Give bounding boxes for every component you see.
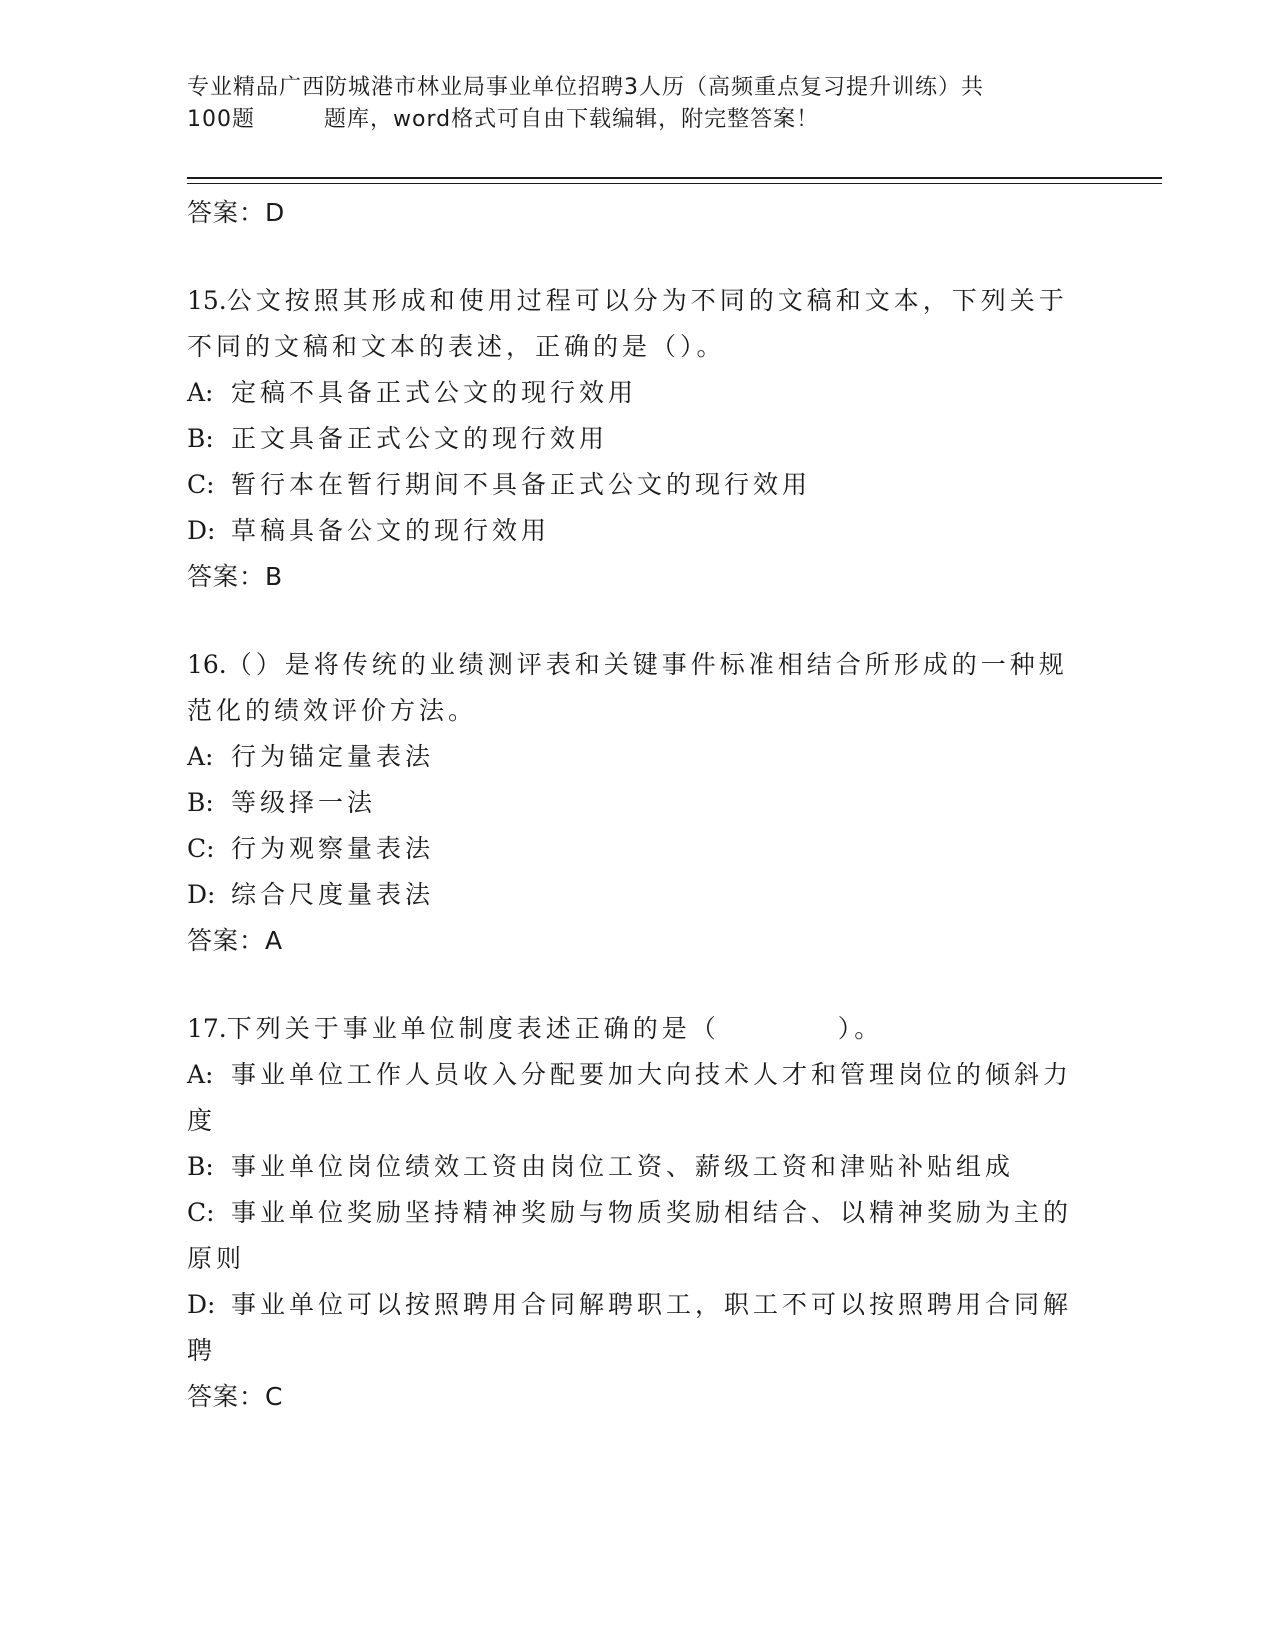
header-divider-thick (187, 177, 1162, 179)
option-a (187, 734, 1087, 780)
option-label: B: (187, 788, 214, 817)
option-text: 行为观察量表法 (231, 834, 435, 863)
answer: 答案：A (187, 926, 284, 955)
question-number: 16. (187, 650, 227, 679)
option-label: B: (187, 1152, 214, 1181)
option-text: 行为锚定量表法 (231, 742, 435, 771)
question-number: 15. (187, 286, 227, 315)
option-label: C: (187, 470, 215, 499)
option-text: 事业单位岗位绩效工资由岗位工资、薪级工资和津贴补贴组成 (231, 1152, 1015, 1181)
option-a (187, 1052, 1087, 1144)
option-b (187, 780, 1087, 826)
question-number: 17. (187, 1014, 227, 1043)
question-stem-end: ）。 (837, 1014, 884, 1043)
option-label: D: (187, 516, 216, 545)
option-text: 综合尺度量表法 (231, 880, 435, 909)
header-question-count: 100题 (187, 107, 255, 132)
option-label: D: (187, 880, 216, 909)
option-label: A: (187, 1060, 214, 1089)
question-stem: 公文按照其形成和使用过程可以分为不同的文稿和文本，下列关于不同的文稿和文本的表述，正确的是（）。 (187, 286, 1068, 361)
option-c (187, 826, 1087, 872)
option-b (187, 416, 1087, 462)
option-text: 暂行本在暂行期间不具备正式公文的现行效用 (231, 470, 812, 499)
option-text: 事业单位工作人员收入分配要加大向技术人才和管理岗位的倾斜力度 (187, 1060, 1073, 1135)
answer: 答案：C (187, 1382, 284, 1411)
question-16 (187, 642, 1087, 964)
question-text (187, 642, 1087, 734)
answer: 答案：B (187, 562, 284, 591)
page-header (187, 72, 1087, 136)
option-text: 等级择一法 (231, 788, 377, 817)
question-text (187, 278, 1087, 370)
option-a (187, 370, 1087, 416)
question-15 (187, 278, 1087, 600)
option-b (187, 1144, 1087, 1190)
header-title-line1: 专业精品广西防城港市林业局事业单位招聘3人历（高频重点复习提升训练）共 (187, 75, 984, 100)
option-text: 事业单位奖励坚持精神奖励与物质奖励相结合、以精神奖励为主的原则 (187, 1198, 1073, 1273)
header-subtitle: 题库，word格式可自由下载编辑，附完整答案！ (324, 107, 820, 132)
question-stem: 下列关于事业单位制度表述正确的是（ (226, 1014, 720, 1043)
document-body (187, 190, 1087, 1420)
option-text: 正文具备正式公文的现行效用 (231, 424, 609, 453)
option-d (187, 872, 1087, 918)
option-label: C: (187, 1198, 215, 1227)
option-label: B: (187, 424, 214, 453)
header-title-line2 (187, 104, 1087, 136)
option-text: 草稿具备公文的现行效用 (231, 516, 551, 545)
option-c (187, 1190, 1087, 1282)
option-label: D: (187, 1290, 216, 1319)
question-text (187, 1006, 1087, 1052)
option-c (187, 462, 1087, 508)
option-label: A: (187, 742, 214, 771)
question-17 (187, 1006, 1087, 1420)
header-divider-thin (187, 183, 1162, 184)
option-d (187, 508, 1087, 554)
option-d (187, 1282, 1087, 1374)
option-label: A: (187, 378, 214, 407)
question-stem: （）是将传统的业绩测评表和关键事件标准相结合所形成的一种规范化的绩效评价方法。 (187, 650, 1068, 725)
option-text: 定稿不具备正式公文的现行效用 (231, 378, 638, 407)
option-text: 事业单位可以按照聘用合同解聘职工，职工不可以按照聘用合同解聘 (187, 1290, 1073, 1365)
previous-answer: 答案：D (187, 198, 286, 227)
option-label: C: (187, 834, 215, 863)
